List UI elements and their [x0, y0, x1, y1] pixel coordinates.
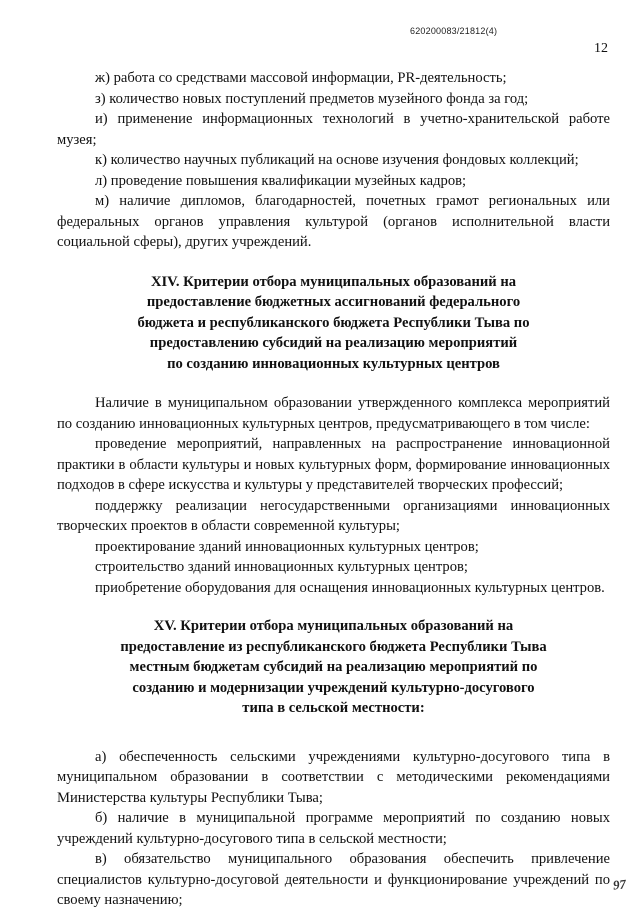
heading-line: бюджета и республиканского бюджета Республики Тыва по — [137, 314, 530, 331]
heading-line: типа в сельской местности: — [242, 700, 425, 716]
heading-line: по созданию инновационных культурных центров — [167, 355, 500, 372]
paragraph: поддержку реализации негосударственными организациями инновационных творческих проектов в области современной культуры; — [57, 497, 610, 534]
list-item: л) проведение повышения квалификации музейных кадров; — [95, 172, 467, 189]
list-item: к) количество научных публикаций на основе изучения фондовых коллекций; — [95, 152, 579, 168]
paragraph: а) обеспеченность сельскими учреждениями культурно-досугового типа в муниципальном образовании в соответствии с методическими рекомендациями Министерства культуры Республики Тыва; — [57, 748, 610, 806]
paragraph: проектирование зданий инновационных культурных центров; — [95, 538, 479, 555]
paragraph: Наличие в муниципальном образовании утвержденного комплекса мероприятий по созданию инновационных культурных центров, предусматривающего в том числе: — [57, 395, 610, 432]
handwritten-signature: 97 — [612, 876, 627, 893]
paragraph: в) обязательство муниципального образования обеспечить привлечение специалистов культурно-досуговой деятельности и функционирование учреждений по своему назначению; — [57, 851, 610, 908]
heading-line: местным бюджетам субсидий на реализацию мероприятий по — [129, 659, 538, 675]
heading-line: предоставление из республиканского бюджета Республики Тыва — [120, 638, 547, 655]
list-item: и) применение информационных технологий в учетно-хранительской работе музея; — [57, 111, 610, 148]
page-number: 12 — [594, 41, 608, 56]
paragraph: проведение мероприятий, направленных на распространение инновационной практики в области культуры и новых культурных форм, формирование инновационных подходов в сфере искусства и культуры у представителей творческих профессий; — [57, 436, 610, 493]
heading-line: XIV. Критерии отбора муниципальных образований на — [150, 273, 517, 290]
document-body — [57, 68, 610, 911]
list-item: ж) работа со средствами массовой информации, PR-деятельность; — [95, 70, 507, 86]
paragraph: приобретение оборудования для оснащения инновационных культурных центров. — [95, 579, 605, 596]
heading-line: предоставлению субсидий на реализацию мероприятий — [149, 335, 518, 351]
section-14-body — [57, 393, 610, 598]
list-continuation — [57, 68, 610, 253]
list-item: м) наличие дипломов, благодарностей, почетных грамот региональных или федеральных органов управления культурой (органов исполнительной власти социальной сферы), других учреждений. — [57, 193, 610, 250]
paragraph: строительство зданий инновационных культурных центров; — [95, 559, 468, 575]
paragraph: б) наличие в муниципальной программе мероприятий по созданию новых учреждений культурно-досугового типа в сельской местности; — [57, 810, 610, 847]
heading-line: созданию и модернизации учреждений культурно-досугового — [132, 679, 535, 696]
heading-line: XV. Критерии отбора муниципальных образований на — [153, 618, 514, 634]
section-14-heading — [57, 272, 610, 375]
list-item: з) количество новых поступлений предметов музейного фонда за год; — [95, 90, 529, 107]
heading-line: предоставление бюджетных ассигнований федерального — [146, 294, 521, 310]
section-15-heading — [57, 616, 610, 719]
section-15-body — [57, 747, 610, 911]
document-id: 620200083/21812(4) — [410, 26, 498, 36]
